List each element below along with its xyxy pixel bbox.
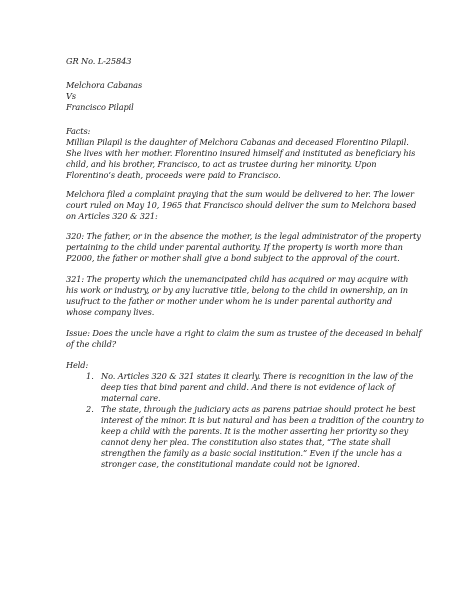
article-321-line: 321: The property which the unemancipated child has acquired or may acquire with — [66, 274, 409, 284]
complaint-line: court ruled on May 10, 1965 that Francisco should deliver the sum to Melchora based — [66, 200, 417, 210]
article-320-line: 320: The father, or in the absence the mother, is the legal administrator of the property — [66, 231, 421, 241]
complaint-line: Melchora filed a complaint praying that the sum would be delivered to her. The lower — [66, 189, 414, 199]
held-item-line: strengthen the family as a basic social institution.” Even if the uncle has a — [101, 448, 402, 458]
held-item-line: deep ties that bind parent and child. And there is not evidence of lack of — [101, 382, 395, 392]
held-item-line: stronger case, the constitutional mandate could not be ignored. — [101, 459, 360, 469]
complaint-line: on Articles 320 & 321: — [66, 211, 158, 221]
article-320-line: pertaining to the child under parental authority. If the property is worth more than — [66, 242, 403, 252]
held-item-line: interest of the minor. It is but natural and has been a tradition of the country to — [101, 415, 424, 425]
held-item-number: 1. — [86, 371, 94, 381]
facts-line: child, and his brother, Francisco, to act as trustee during her minority. Upon — [66, 159, 377, 169]
issue-line: of the child? — [66, 339, 116, 349]
case-number: GR No. L-25843 — [66, 56, 132, 66]
article-320-line: P2000, the father or mother shall give a bond subject to the approval of the court. — [66, 253, 400, 263]
article-321-line: whose company lives. — [66, 307, 155, 317]
facts-line: Millian Pilapil is the daughter of Melchora Cabanas and deceased Florentino Pilapil. — [66, 137, 409, 147]
held-item-number: 2. — [86, 404, 94, 414]
held-heading: Held: — [66, 360, 89, 370]
held-item-line: cannot deny her plea. The constitution also states that, “The state shall — [101, 437, 391, 447]
article-321-line: usufruct to the father or mother under whom he is under parental authority and — [66, 296, 393, 306]
facts-line: She lives with her mother. Florentino insured himself and instituted as beneficiary his — [66, 148, 416, 158]
versus-label: Vs — [66, 91, 76, 101]
article-321-line: his work or industry, or by any lucrative title, belong to the child in ownership, an in — [66, 285, 408, 295]
held-item-line: maternal care. — [101, 393, 161, 403]
issue-line: Issue: Does the uncle have a right to claim the sum as trustee of the deceased in behalf — [66, 328, 422, 338]
party-petitioner: Melchora Cabanas — [66, 80, 143, 90]
held-item-line: keep a child with the parents. It is the mother asserting her priority so they — [101, 426, 409, 436]
party-respondent: Francisco Pilapil — [66, 102, 134, 112]
facts-line: Florentino’s death, proceeds were paid to Francisco. — [66, 170, 281, 180]
facts-heading: Facts: — [66, 126, 91, 136]
held-item-line: No. Articles 320 & 321 states it clearly. There is recognition in the law of the — [101, 371, 414, 381]
held-item-line: The state, through the judiciary acts as parens patriae should protect he best — [101, 404, 416, 414]
